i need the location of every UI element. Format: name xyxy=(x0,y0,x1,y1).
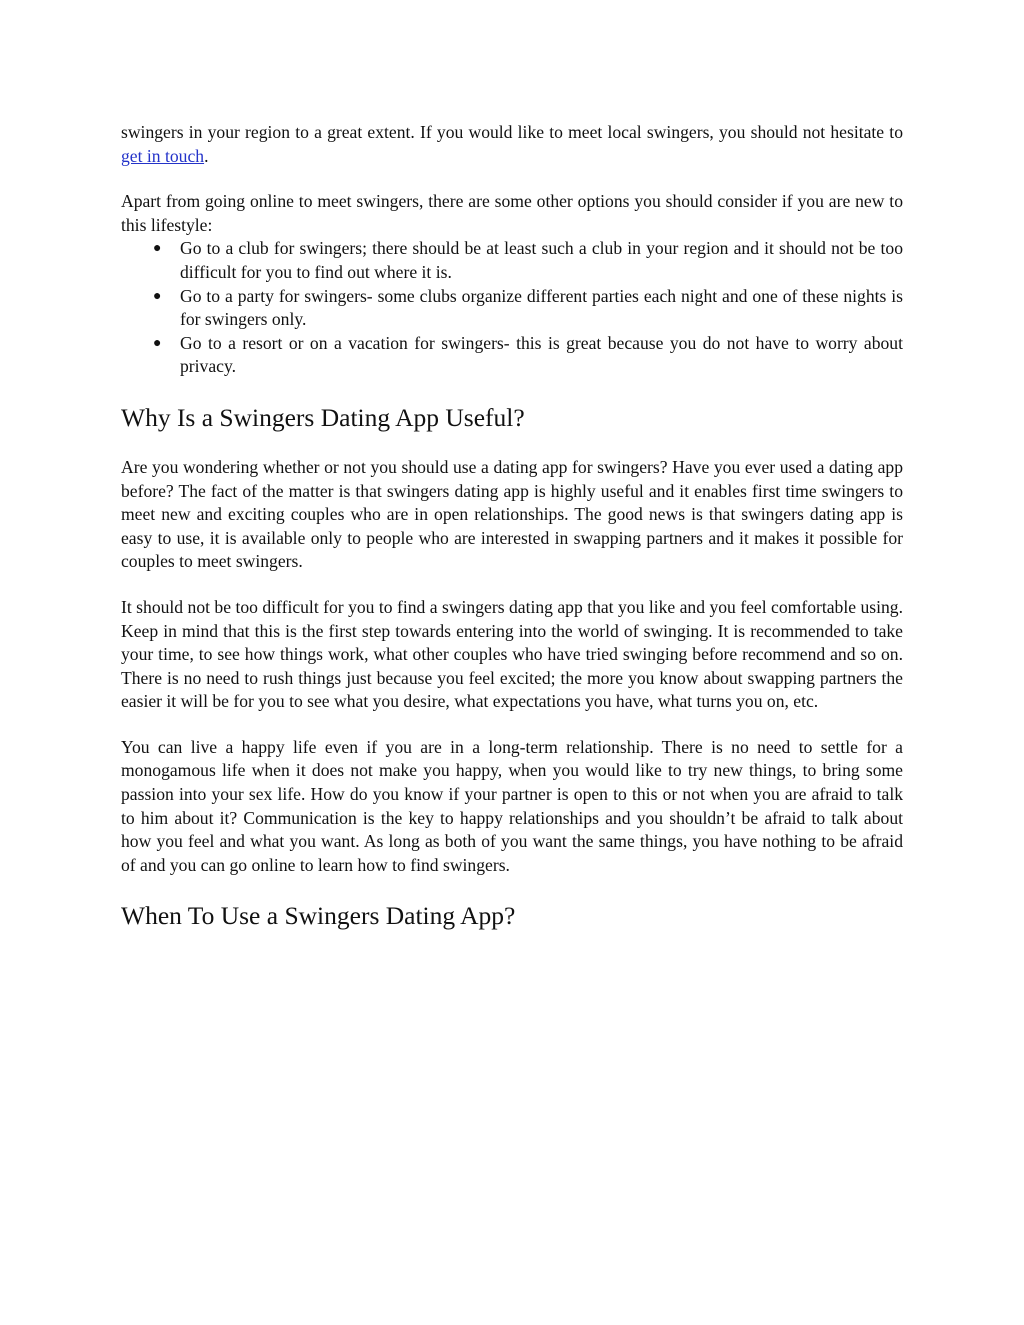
bullet-icon: ● xyxy=(153,335,162,351)
section-heading-when-to-use: When To Use a Swingers Dating App? xyxy=(121,901,516,931)
body-paragraph: Are you wondering whether or not you should use a dating app for swingers? Have you ever used a dating app before? The fact of the matter is that swingers dating app is highly useful and it enables first time swingers to meet new and exciting couples who are in open relationships. The good news is that swingers dating app is easy to use, it is available only to people who are interested in swapping partners and it makes it possible for couples to meet swingers. xyxy=(121,456,903,572)
list-item xyxy=(153,332,903,379)
options-lead-paragraph: Apart from going online to meet swingers, there are some other options you should consider if you are new to this lifestyle: xyxy=(121,191,903,235)
list-item xyxy=(153,285,903,332)
body-paragraph: It should not be too difficult for you to find a swingers dating app that you like and you feel comfortable using. Keep in mind that this is the first step towards entering into the world of swinging. It is recommended to take your time, to see how things work, what other couples who have tried swinging before recommend and so on. There is no need to rush things just because you feel excited; the more you know about swapping partners the easier it will be for you to see what you desire, what expectations you have, what turns you on, etc. xyxy=(121,596,903,712)
get-in-touch-link[interactable]: get in touch xyxy=(121,145,205,166)
bullet-icon: ● xyxy=(153,288,162,304)
intro-paragraph xyxy=(121,121,903,168)
intro-text-end: . xyxy=(204,145,209,166)
section-heading-why-useful: Why Is a Swingers Dating App Useful? xyxy=(121,402,525,432)
bullet-icon: ● xyxy=(153,241,162,257)
list-item-text: Go to a party for swingers- some clubs organize different parties each night and one of these nights is for swingers only. xyxy=(180,285,903,330)
document-page xyxy=(121,121,903,931)
list-item-text: Go to a club for swingers; there should be at least such a club in your region and it should not be too difficult for you to find out where it is. xyxy=(180,238,903,282)
body-paragraph: You can live a happy life even if you are in a long-term relationship. There is no need to settle for a monogamous life when it does not make you happy, when you would like to try new things, to bring some passion into your sex life. How do you know if your partner is open to this or not when you are afraid to talk to him about it? Communication is the key to happy relationships and you shouldn’t be afraid to talk about how you feel and what you want. As long as both of you want the same things, you have nothing to be afraid of and you can go online to learn how to find swingers. xyxy=(121,736,903,875)
list-item-text: Go to a resort or on a vacation for swingers- this is great because you do not have to worry about privacy. xyxy=(180,332,903,377)
intro-text: swingers in your region to a great extent. If you would like to meet local swingers, you should not hesitate to xyxy=(121,122,903,142)
options-list xyxy=(121,237,903,379)
list-item xyxy=(153,237,903,284)
